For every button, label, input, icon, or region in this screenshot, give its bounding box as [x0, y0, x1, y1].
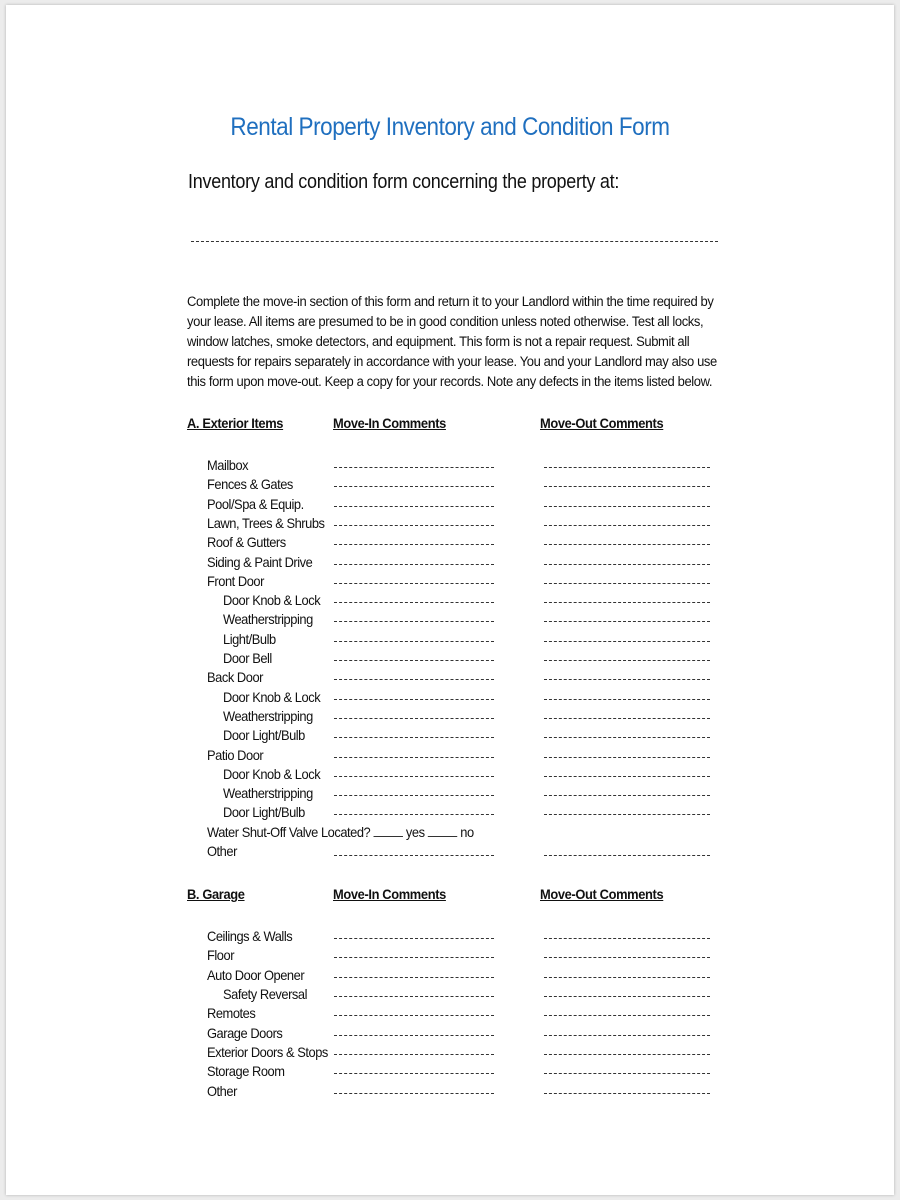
move-in-comment-line[interactable] [334, 814, 494, 815]
move-out-comment-line[interactable] [544, 467, 710, 468]
move-out-comment-line[interactable] [544, 679, 710, 680]
water-valve-question [207, 824, 474, 840]
item-label: Front Door [207, 572, 264, 589]
move-out-comment-line[interactable] [544, 1054, 710, 1055]
item-label: Weatherstripping [223, 707, 313, 724]
item-label: Weatherstripping [223, 611, 313, 628]
move-out-comment-line[interactable] [544, 564, 710, 565]
move-out-comment-line[interactable] [544, 938, 710, 939]
property-address-line[interactable] [191, 241, 718, 242]
item-label: Floor [207, 947, 235, 964]
item-label: Pool/Spa & Equip. [207, 495, 304, 512]
move-out-comment-line[interactable] [544, 718, 710, 719]
move-out-comment-line[interactable] [544, 1035, 710, 1036]
form-title: Rental Property Inventory and Condition Form [230, 113, 670, 141]
item-label: Door Knob & Lock [223, 765, 321, 782]
move-in-comment-line[interactable] [334, 583, 494, 584]
move-in-comment-line[interactable] [334, 1035, 494, 1036]
move-out-comment-line[interactable] [544, 996, 710, 997]
move-out-comment-line[interactable] [544, 814, 710, 815]
move-in-comment-line[interactable] [334, 525, 494, 526]
move-out-comment-line[interactable] [544, 737, 710, 738]
water-valve-label: Water Shut-Off Valve Located? [207, 824, 371, 840]
move-in-comment-line[interactable] [334, 660, 494, 661]
section-a-move-in-header: Move-In Comments [333, 415, 446, 431]
valve-no-blank[interactable] [428, 836, 457, 837]
item-label: Door Light/Bulb [223, 804, 305, 821]
item-label: Remotes [207, 1005, 256, 1022]
item-label: Mailbox [207, 457, 249, 473]
item-label: Auto Door Opener [207, 966, 305, 983]
move-out-comment-line[interactable] [544, 506, 710, 507]
move-out-comment-line[interactable] [544, 1073, 710, 1074]
move-in-comment-line[interactable] [334, 938, 494, 939]
move-in-comment-line[interactable] [334, 1015, 494, 1016]
item-label: Door Light/Bulb [223, 727, 305, 744]
valve-yes-label: yes [405, 824, 425, 840]
item-label: Door Bell [223, 650, 272, 666]
item-label: Fences & Gates [207, 476, 293, 493]
move-out-comment-line[interactable] [544, 525, 710, 526]
valve-no-label: no [460, 824, 474, 840]
move-out-comment-line[interactable] [544, 660, 710, 661]
move-in-comment-line[interactable] [334, 957, 494, 958]
move-out-comment-line[interactable] [544, 957, 710, 958]
move-out-comment-line[interactable] [544, 776, 710, 777]
move-in-comment-line[interactable] [334, 679, 494, 680]
move-in-comment-line[interactable] [334, 737, 494, 738]
section-a-move-out-header: Move-Out Comments [540, 415, 664, 431]
section-b-move-in-header: Move-In Comments [333, 886, 446, 902]
section-a-other-move-in-line[interactable] [334, 855, 494, 856]
item-label: Door Knob & Lock [223, 688, 321, 705]
move-out-comment-line[interactable] [544, 699, 710, 700]
move-out-comment-line[interactable] [544, 1015, 710, 1016]
move-out-comment-line[interactable] [544, 602, 710, 603]
valve-yes-blank[interactable] [373, 836, 402, 837]
item-label: Lawn, Trees & Shrubs [207, 514, 325, 531]
move-in-comment-line[interactable] [334, 996, 494, 997]
move-out-comment-line[interactable] [544, 583, 710, 584]
section-b-heading: B. Garage [187, 886, 245, 902]
move-in-comment-line[interactable] [334, 795, 494, 796]
item-label: Back Door [207, 669, 263, 686]
move-in-comment-line[interactable] [334, 718, 494, 719]
item-label: Other [207, 1082, 237, 1099]
item-label: Light/Bulb [223, 630, 276, 647]
move-in-comment-line[interactable] [334, 1093, 494, 1094]
move-in-comment-line[interactable] [334, 1073, 494, 1074]
move-out-comment-line[interactable] [544, 641, 710, 642]
move-in-comment-line[interactable] [334, 506, 494, 507]
form-page [6, 5, 894, 1195]
move-out-comment-line[interactable] [544, 486, 710, 487]
item-label: Storage Room [207, 1063, 285, 1080]
section-b-move-out-header: Move-Out Comments [540, 886, 664, 902]
move-in-comment-line[interactable] [334, 699, 494, 700]
move-in-comment-line[interactable] [334, 564, 494, 565]
move-in-comment-line[interactable] [334, 486, 494, 487]
move-in-comment-line[interactable] [334, 757, 494, 758]
move-in-comment-line[interactable] [334, 1054, 494, 1055]
item-label: Garage Doors [207, 1024, 283, 1041]
item-label: Roof & Gutters [207, 534, 286, 551]
move-in-comment-line[interactable] [334, 977, 494, 978]
section-a-other-label: Other [207, 843, 237, 859]
item-label: Exterior Doors & Stops [207, 1044, 328, 1061]
move-out-comment-line[interactable] [544, 1093, 710, 1094]
move-out-comment-line[interactable] [544, 795, 710, 796]
item-label: Door Knob & Lock [223, 592, 321, 609]
move-out-comment-line[interactable] [544, 544, 710, 545]
move-in-comment-line[interactable] [334, 776, 494, 777]
move-in-comment-line[interactable] [334, 544, 494, 545]
move-in-comment-line[interactable] [334, 467, 494, 468]
item-label: Weatherstripping [223, 785, 313, 802]
item-label: Siding & Paint Drive [207, 553, 313, 570]
move-in-comment-line[interactable] [334, 641, 494, 642]
move-out-comment-line[interactable] [544, 977, 710, 978]
item-label: Patio Door [207, 746, 264, 763]
form-subtitle: Inventory and condition form concerning the property at: [188, 171, 620, 193]
move-in-comment-line[interactable] [334, 621, 494, 622]
form-instructions: Complete the move-in section of this form and return it to your Landlord within the time required by your lease. All items are presumed to be in good condition unless noted otherwise. Test all locks, window latches, smoke detectors, and equipment. This form is not a repair request. Submit all requests for repairs separately in accordance with your lease. You and your Landlord may also use this form upon move-out. Keep a copy for your records. Note any defects in the items listed below. [187, 294, 717, 389]
item-label: Safety Reversal [223, 986, 308, 1003]
section-a-other-move-out-line[interactable] [544, 855, 710, 856]
move-out-comment-line[interactable] [544, 757, 710, 758]
move-out-comment-line[interactable] [544, 621, 710, 622]
section-a-heading: A. Exterior Items [187, 415, 284, 431]
item-label: Ceilings & Walls [207, 928, 293, 944]
move-in-comment-line[interactable] [334, 602, 494, 603]
